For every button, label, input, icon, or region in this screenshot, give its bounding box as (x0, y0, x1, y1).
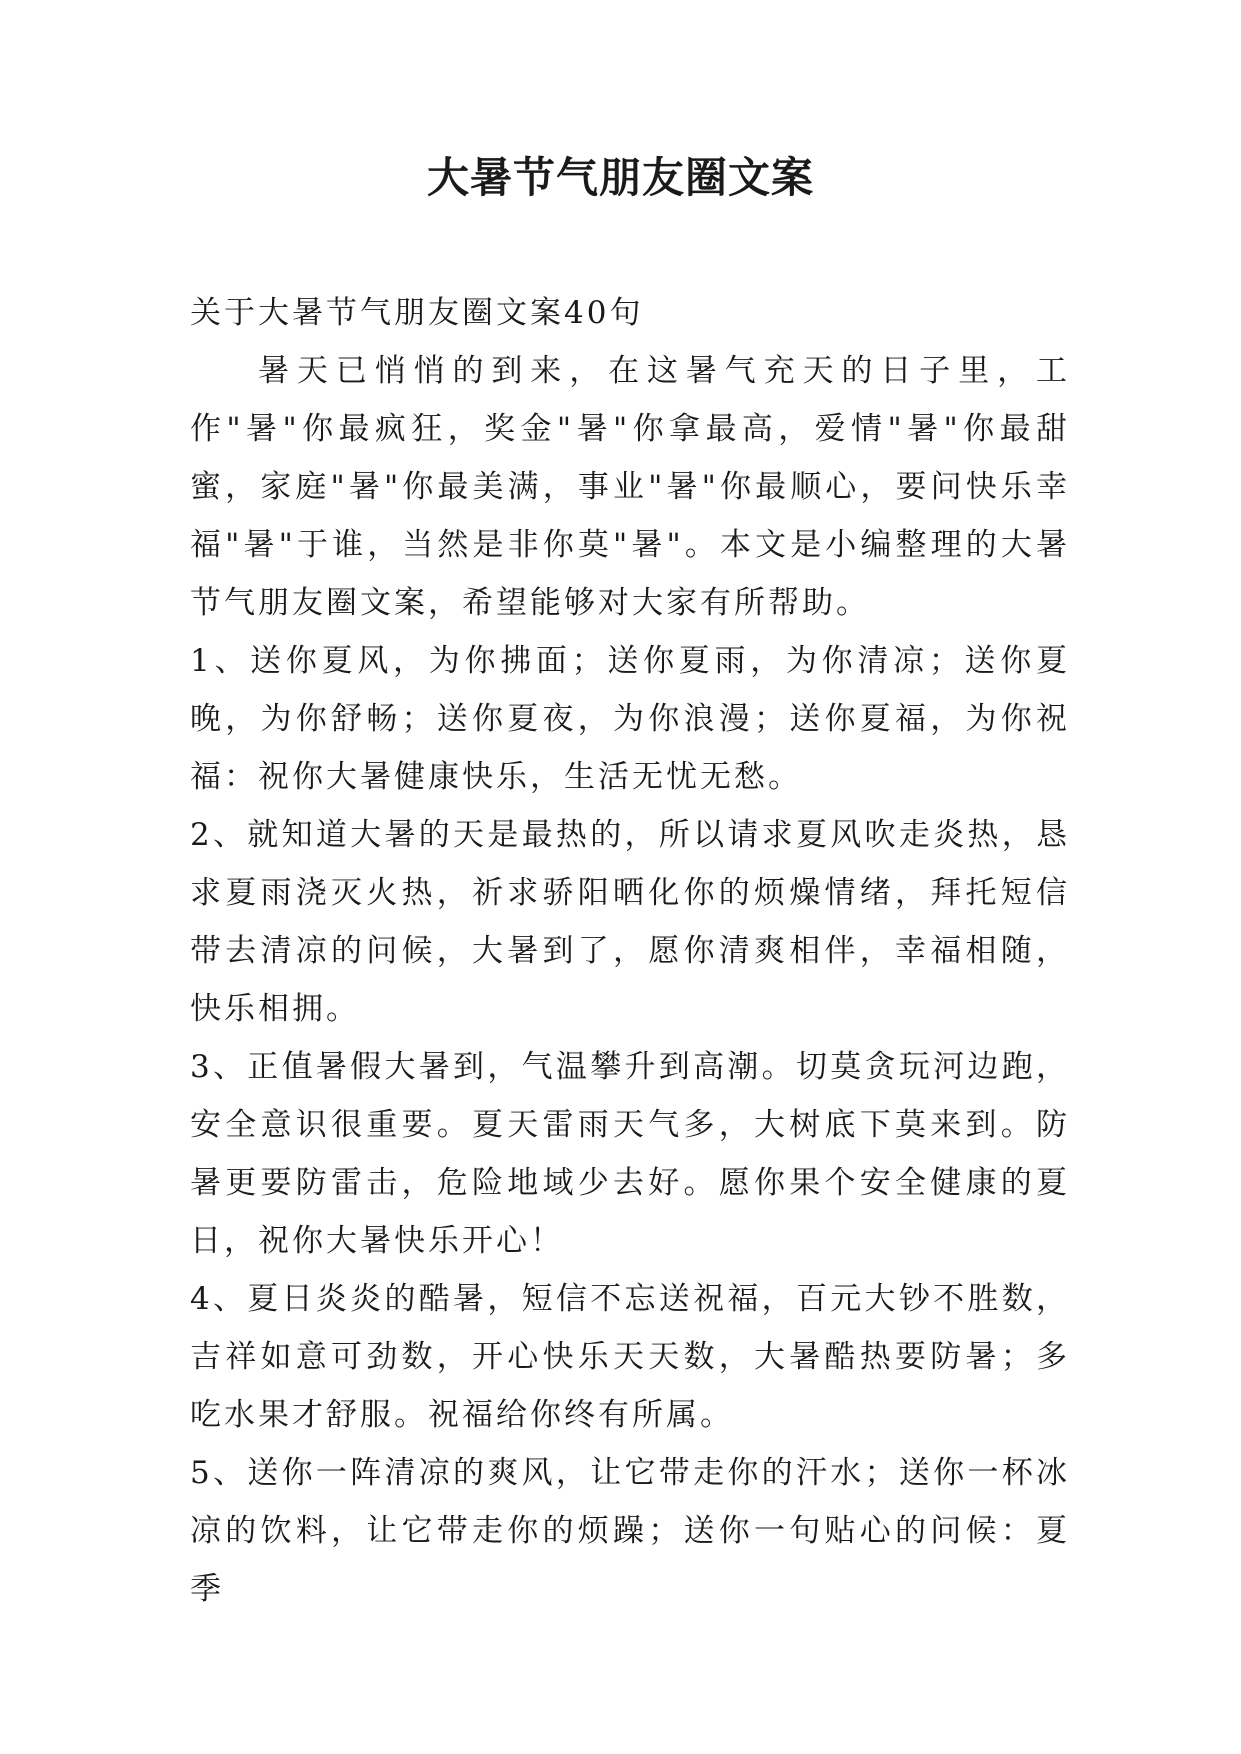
intro-paragraph: 暑天已悄悄的到来，在这暑气充天的日子里，工作"暑"你最疯狂，奖金"暑"你拿最高，爱情"暑"你最甜蜜，家庭"暑"你最美满，事业"暑"你最顺心，要问快乐幸福"暑"于谁，当然是非你莫"暑"。本文是小编整理的大暑节气朋友圈文案，希望能够对大家有所帮助。 (190, 353, 1070, 621)
document-body (190, 284, 1070, 1618)
list-item-4: 4、夏日炎炎的酷暑，短信不忘送祝福，百元大钞不胜数，吉祥如意可劲数，开心快乐天天数，大暑酷热要防暑；多吃水果才舒服。祝福给你终有所属。 (190, 1281, 1070, 1433)
list-item-1: 1、送你夏风，为你拂面；送你夏雨，为你清凉；送你夏晚，为你舒畅；送你夏夜，为你浪漫；送你夏福，为你祝福：祝你大暑健康快乐，生活无忧无愁。 (190, 643, 1070, 795)
document-subtitle: 关于大暑节气朋友圈文案40句 (190, 295, 644, 331)
document-title: 大暑节气朋友圈文案 (426, 153, 814, 202)
list-item-3: 3、正值暑假大暑到，气温攀升到高潮。切莫贪玩河边跑，安全意识很重要。夏天雷雨天气多，大树底下莫来到。防暑更要防雷击，危险地域少去好。愿你果个安全健康的夏日，祝你大暑快乐开心！ (190, 1049, 1070, 1259)
list-item-5: 5、送你一阵清凉的爽风，让它带走你的汗水；送你一杯冰凉的饮料，让它带走你的烦躁；送你一句贴心的问候：夏季 (190, 1455, 1070, 1607)
list-item-2: 2、就知道大暑的天是最热的，所以请求夏风吹走炎热，恳求夏雨浇灭火热，祈求骄阳晒化你的烦燥情绪，拜托短信带去清凉的问候，大暑到了，愿你清爽相伴，幸福相随，快乐相拥。 (190, 817, 1070, 1027)
